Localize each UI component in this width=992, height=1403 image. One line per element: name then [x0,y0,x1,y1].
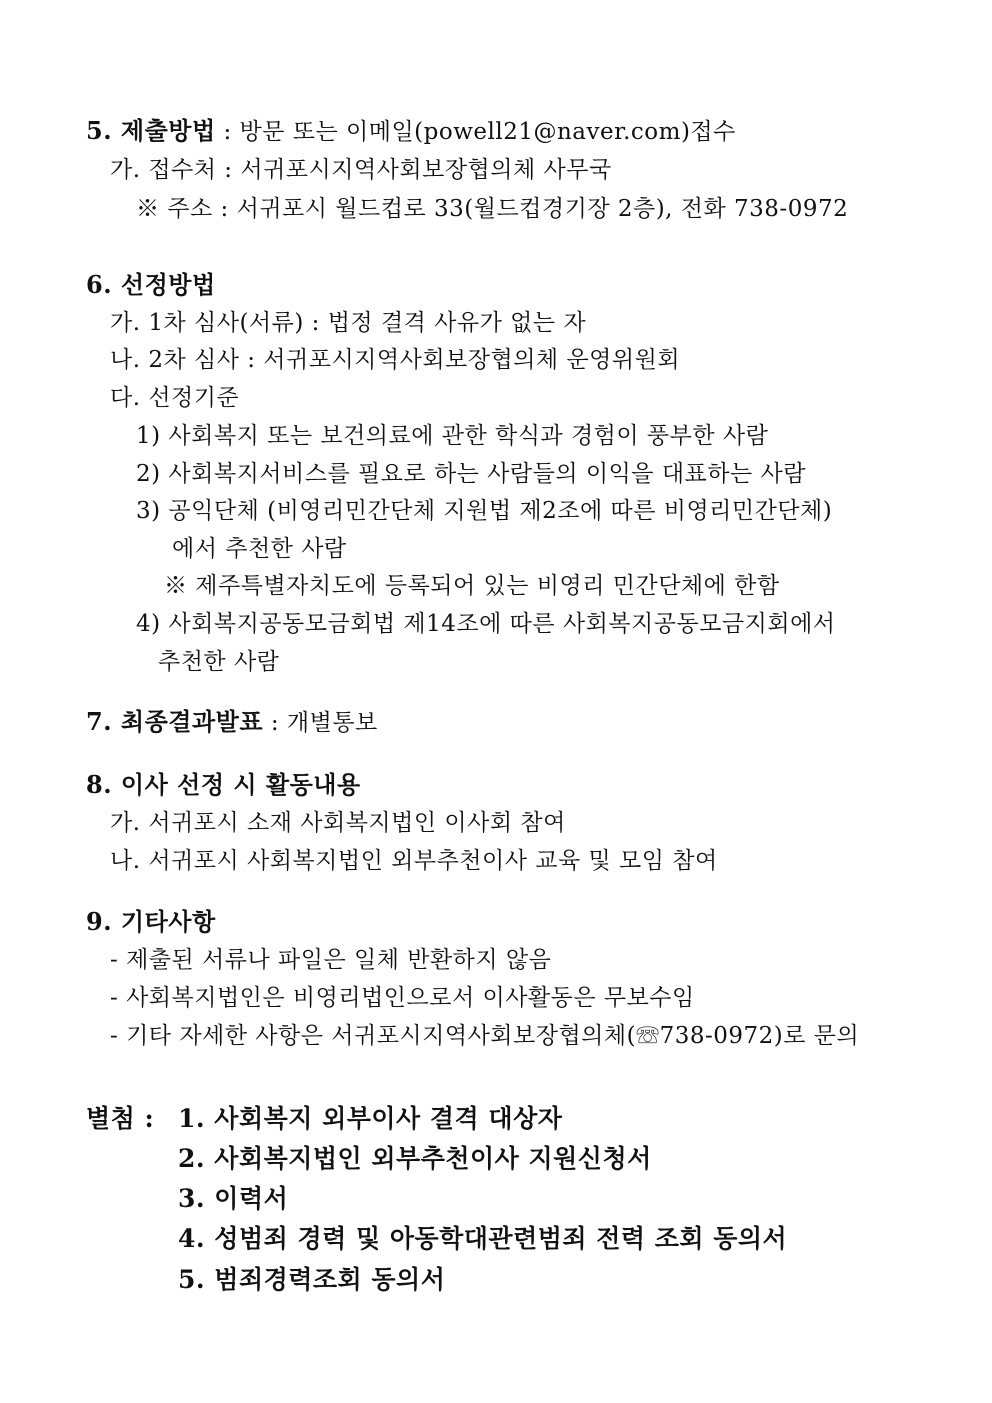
section-8-ga: 가. 서귀포시 소재 사회복지법인 이사회 참여 [110,810,566,836]
section-5-address-note: ※ 주소 : 서귀포시 월드컵로 33(월드컵경기장 2층), 전화 738-0972 [136,196,849,222]
section-8-na: 나. 서귀포시 사회복지법인 외부추천이사 교육 및 모임 참여 [110,848,718,874]
section-9-item-3: - 기타 자세한 사항은 서귀포시지역사회보장협의체(☏738-0972)로 문의 [110,1023,860,1049]
section-7-desc: : 개별통보 [263,710,378,736]
section-9-item-1: - 제출된 서류나 파일은 일체 반환하지 않음 [110,947,552,973]
attachment-item: 3. 이력서 [178,1184,289,1213]
attachment-item: 2. 사회복지법인 외부추천이사 지원신청서 [178,1144,652,1173]
criterion-2: 2) 사회복지서비스를 필요로 하는 사람들의 이익을 대표하는 사람 [136,461,806,487]
attachment-item: 5. 범죄경력조회 동의서 [178,1265,446,1294]
section-5-line [86,116,736,147]
section-5-desc: : 방문 또는 이메일(powell21@naver.com)접수 [215,119,736,145]
section-5-title: 5. 제출방법 [86,116,216,145]
section-6-title: 6. 선정방법 [86,270,216,299]
criterion-3: 3) 공익단체 (비영리민간단체 지원법 제2조에 따른 비영리민간단체) [136,498,833,524]
attachment-item: 4. 성범죄 경력 및 아동학대관련범죄 전력 조회 동의서 [178,1224,788,1253]
section-9-item-2: - 사회복지법인은 비영리법인으로서 이사활동은 무보수임 [110,985,695,1011]
section-7-line [86,707,378,738]
criterion-3-cont: 에서 추천한 사람 [172,536,347,562]
criterion-4: 4) 사회복지공동모금회법 제14조에 따른 사회복지공동모금지회에서 [136,611,836,637]
criterion-1: 1) 사회복지 또는 보건의료에 관한 학식과 경험이 풍부한 사람 [136,423,769,449]
section-6-ga: 가. 1차 심사(서류) : 법정 결격 사유가 없는 자 [110,310,587,336]
section-8-title: 8. 이사 선정 시 활동내용 [86,770,361,799]
section-6-da: 다. 선정기준 [110,385,240,411]
section-9-title: 9. 기타사항 [86,907,216,936]
section-6-na: 나. 2차 심사 : 서귀포시지역사회보장협의체 운영위원회 [110,347,681,373]
section-5-ga: 가. 접수처 : 서귀포시지역사회보장협의체 사무국 [110,157,612,183]
criterion-3-note: ※ 제주특별자치도에 등록되어 있는 비영리 민간단체에 한함 [164,573,780,599]
attachments-label: 별첨 : [86,1104,155,1133]
attachment-item: 1. 사회복지 외부이사 결격 대상자 [178,1104,563,1133]
criterion-4-cont: 추천한 사람 [158,649,280,675]
section-7-title: 7. 최종결과발표 [86,707,264,736]
